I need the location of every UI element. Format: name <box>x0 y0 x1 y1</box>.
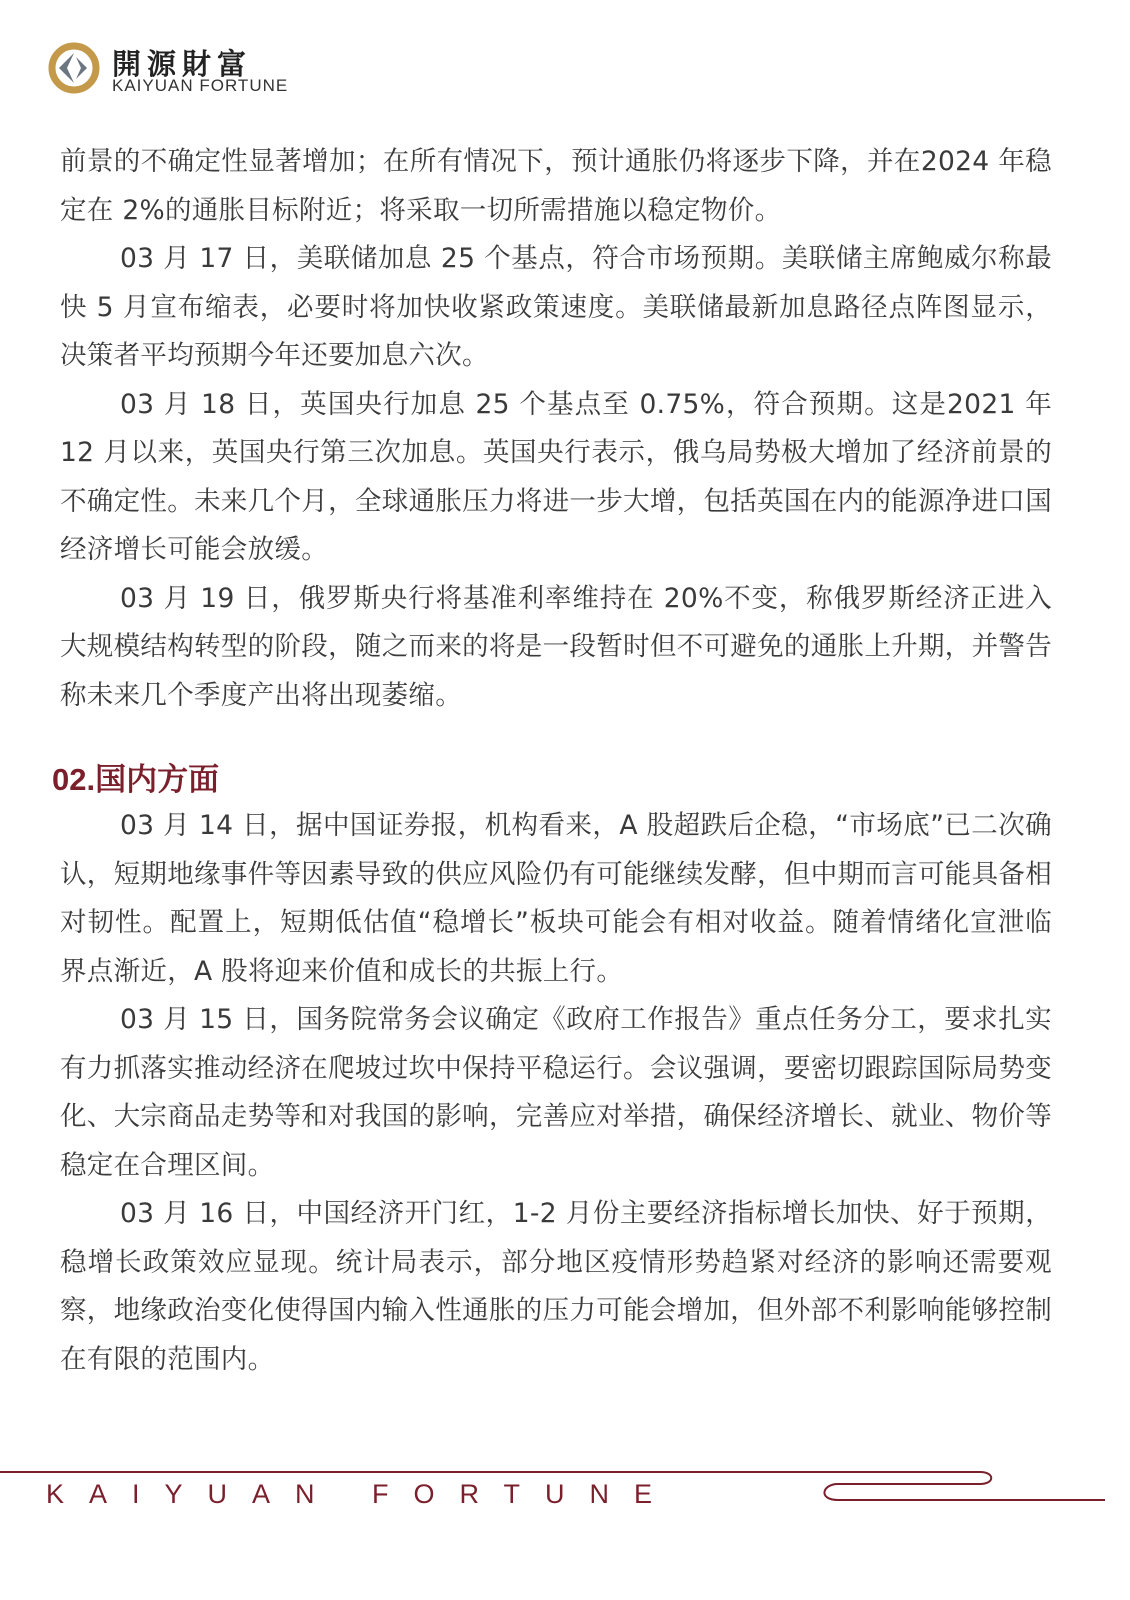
header <box>48 42 448 102</box>
brand-name-chinese: 開源財富 <box>112 47 253 81</box>
paragraph: 03 月 16 日，中国经济开门红，1-2 月份主要经济指标增长加快、好于预期，稳增长政策效应显现。统计局表示，部分地区疫情形势趋紧对经济的影响还需要观察，地缘政治变化使得国内输入性通胀的压力可能会增加，但外部不利影响能够控制在有限的范围内。 <box>60 1198 1052 1375</box>
paragraph: 前景的不确定性显著增加；在所有情况下，预计通胀仍将逐步下降，并在2024 年稳定在 2%的通胀目标附近；将采取一切所需措施以稳定物价。 <box>60 146 1052 226</box>
paragraph: 03 月 15 日，国务院常务会议确定《政府工作报告》重点任务分工，要求扎实有力抓落实推动经济在爬坡过坎中保持平稳运行。会议强调，要密切跟踪国际局势变化、大宗商品走势等和对我国的影响，完善应对举措，确保经济增长、就业、物价等稳定在合理区间。 <box>60 1004 1052 1181</box>
kaiyuan-logo-icon <box>48 42 100 94</box>
paragraph: 03 月 14 日，据中国证券报，机构看来，A 股超跌后企稳，“市场底”已二次确认，短期地缘事件等因素导致的供应风险仍有可能继续发酵，但中期而言可能具备相对韧性。配置上，短期低估值“稳增长”板块可能会有相对收益。随着情绪化宣泄临界点渐近，A 股将迎来价值和成长的共振上行。 <box>60 810 1052 987</box>
brand-name-english: KAIYUAN FORTUNE <box>112 76 289 95</box>
section-heading: 02.国内方面 <box>52 762 220 797</box>
article-body <box>52 138 1052 1384</box>
paragraph: 03 月 19 日，俄罗斯央行将基准利率维持在 20%不变，称俄罗斯经济正进入大规模结构转型的阶段，随之而来的将是一段暂时但不可避免的通胀上升期，并警告称未来几个季度产出将出现萎缩。 <box>60 582 1052 711</box>
paragraph: 03 月 17 日，美联储加息 25 个基点，符合市场预期。美联储主席鲍威尔称最快 5 月宣布缩表，必要时将加快收紧政策速度。美联储最新加息路径点阵图显示，决策者平均预期今年还要加息六次。 <box>60 243 1052 371</box>
paragraph: 03 月 18 日，英国央行加息 25 个基点至 0.75%，符合预期。这是2021 年 12 月以来，英国央行第三次加息。英国央行表示，俄乌局势极大增加了经济前景的不确定性。未来几个月，全球通胀压力将进一步大增，包括英国在内的能源净进口国经济增长可能会放缓。 <box>60 388 1052 565</box>
footer-brand-text: KAIYUAN FORTUNE <box>46 1479 678 1509</box>
